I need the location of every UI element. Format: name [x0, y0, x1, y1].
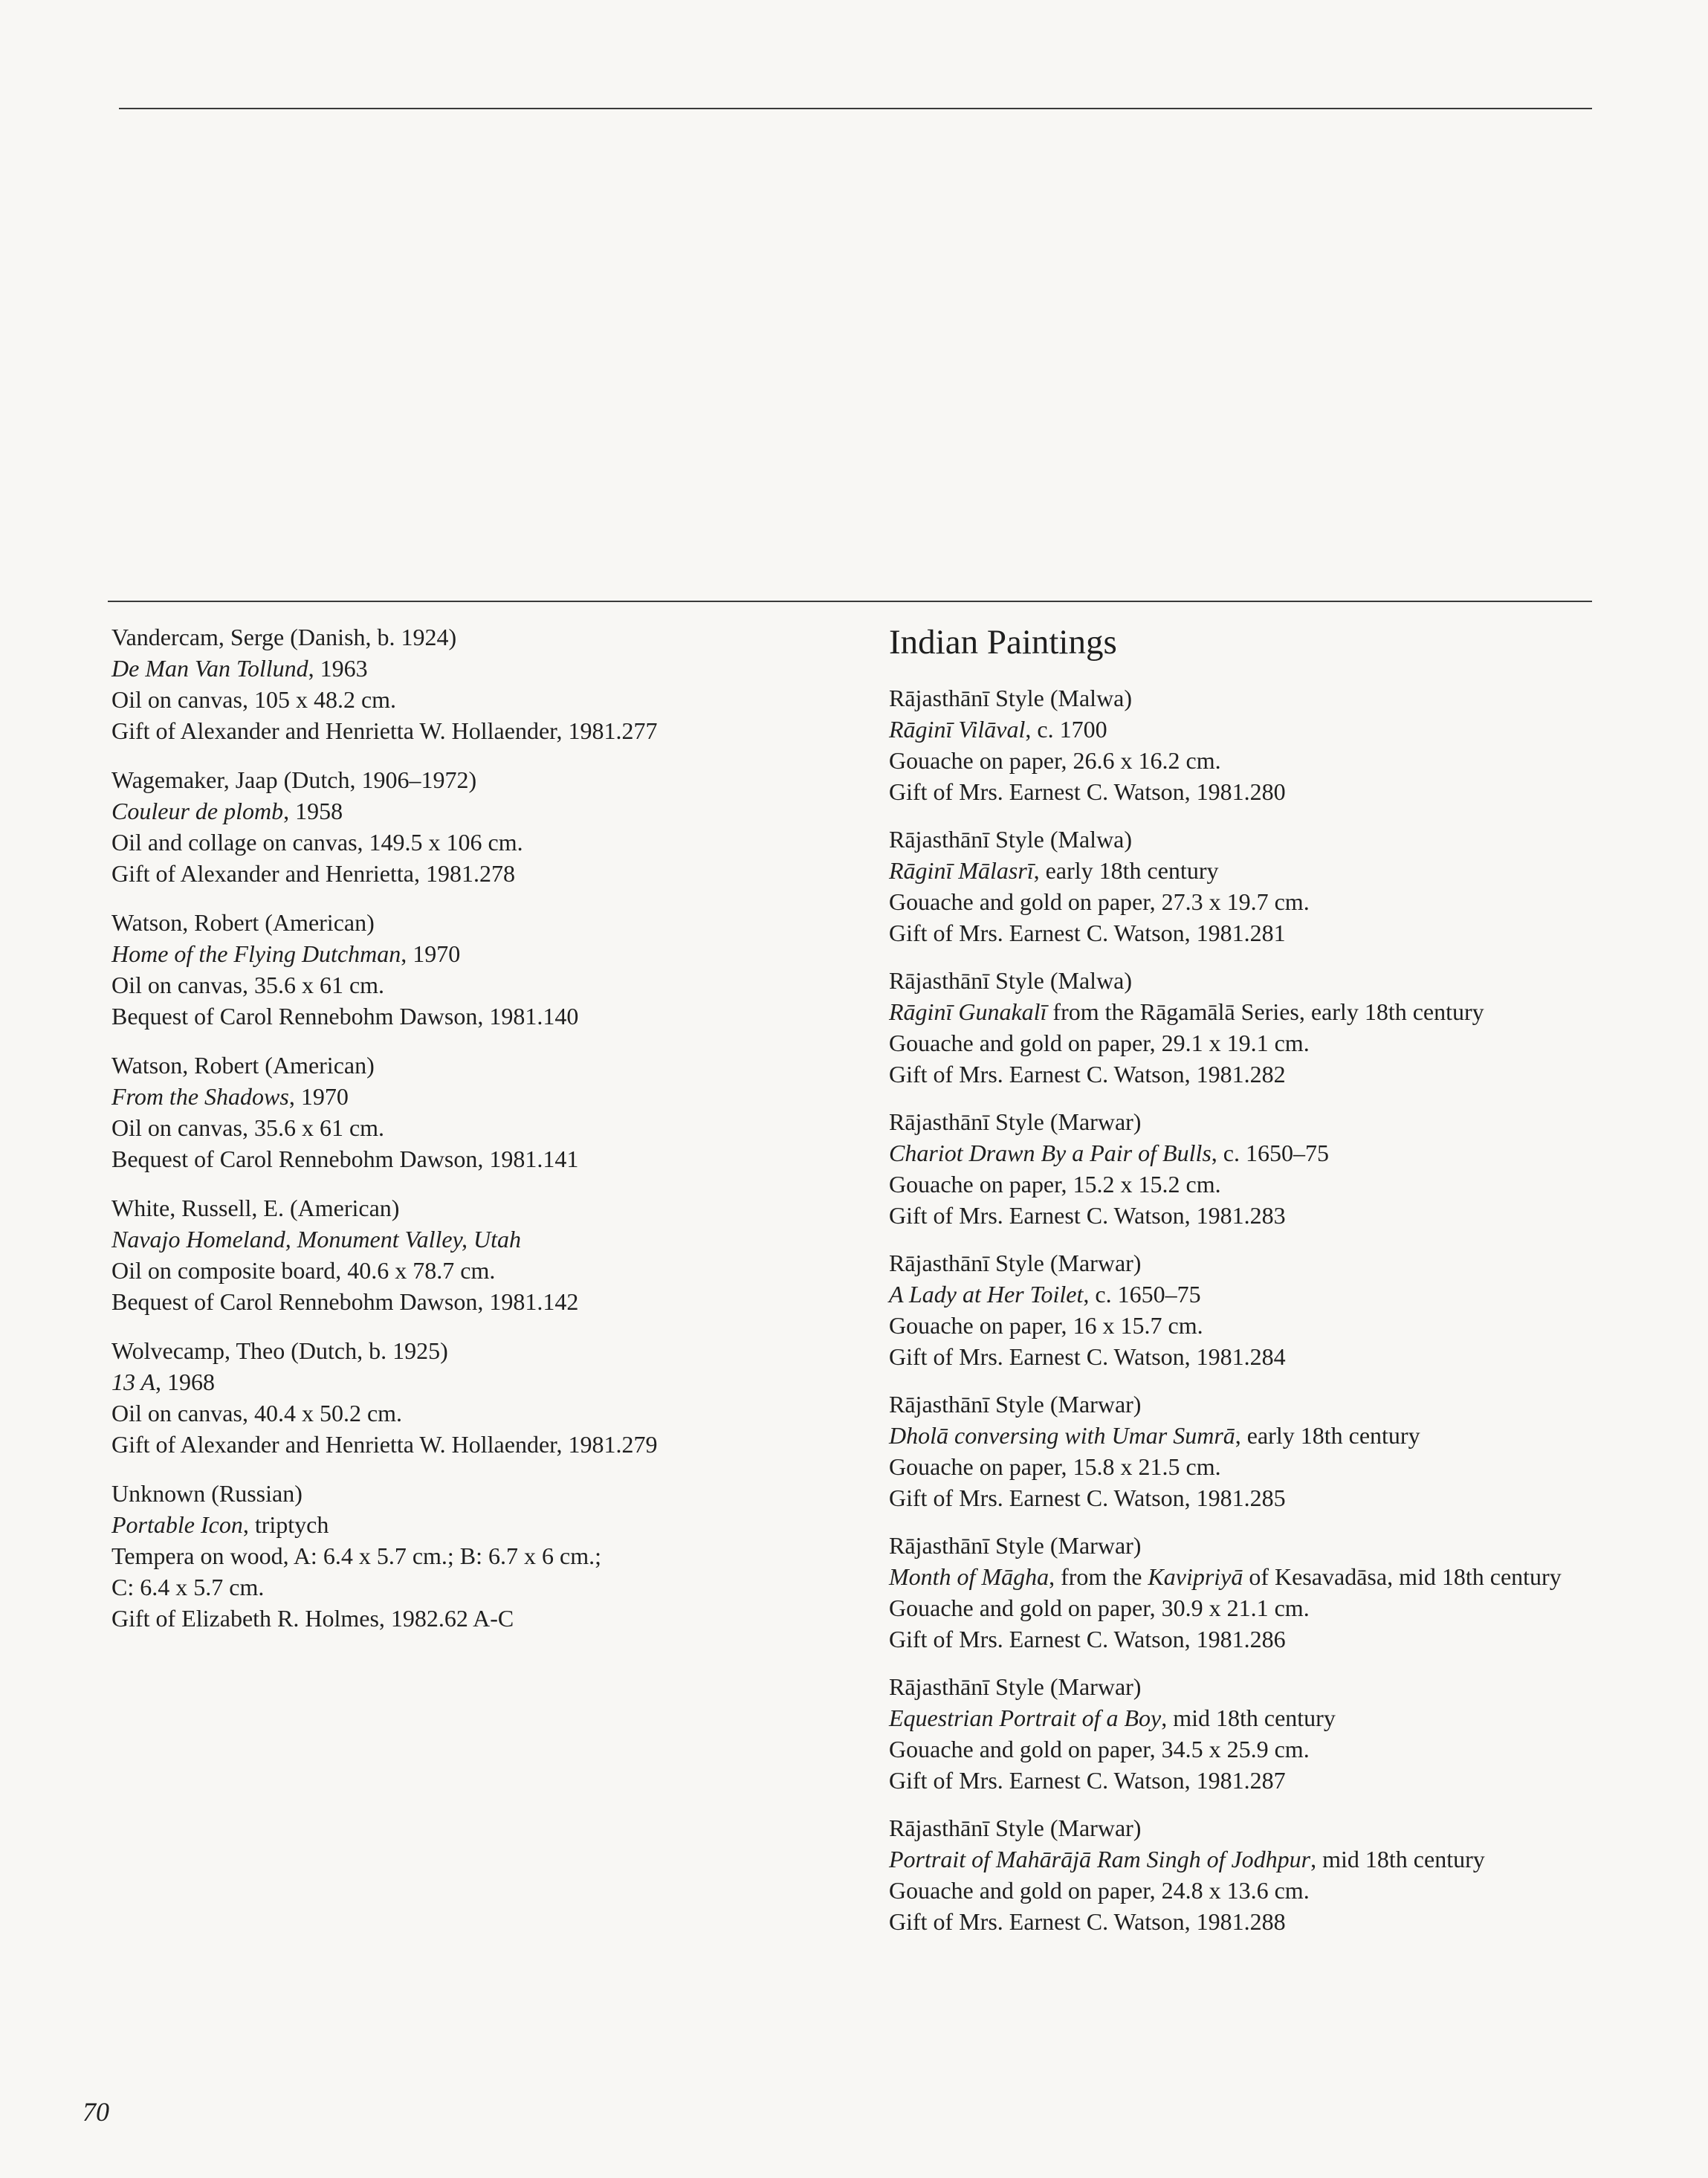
entry-medium: Gouache on paper, 15.2 x 15.2 cm.: [889, 1171, 1221, 1198]
section-title: Indian Paintings: [889, 623, 1117, 662]
entry-date: , early 18th century: [1033, 857, 1219, 884]
top-rule: [119, 108, 1592, 109]
catalog-entry: [889, 965, 1602, 1090]
entry-style: Rājasthānī Style (Marwar): [889, 1108, 1142, 1135]
entry-date: , mid 18th century: [1310, 1846, 1485, 1872]
catalog-entry: [111, 621, 855, 746]
catalog-entry: [111, 1335, 855, 1460]
entry-title: Equestrian Portrait of a Boy: [889, 1704, 1162, 1731]
entry-title: Couleur de plomb: [111, 798, 284, 824]
entry-style: Rājasthānī Style (Marwar): [889, 1673, 1142, 1700]
entry-medium: Oil on canvas, 35.6 x 61 cm.: [111, 1114, 385, 1141]
entry-artist: Watson, Robert (American): [111, 1052, 375, 1079]
entry-medium: Oil on composite board, 40.6 x 78.7 cm.: [111, 1257, 496, 1284]
entry-credit: Gift of Elizabeth R. Holmes, 1982.62 A-C: [111, 1605, 514, 1632]
entry-title-line: [111, 1081, 855, 1112]
entry-title: Rāginī Gunakalī: [889, 998, 1047, 1025]
entry-medium: Oil and collage on canvas, 149.5 x 106 cm.: [111, 829, 523, 856]
left-column: [111, 621, 855, 1652]
entry-medium: Gouache on paper, 26.6 x 16.2 cm.: [889, 747, 1221, 774]
entry-medium: Oil on canvas, 40.4 x 50.2 cm.: [111, 1400, 403, 1426]
entry-title-line: [111, 1509, 855, 1540]
entry-credit: Gift of Mrs. Earnest C. Watson, 1981.282: [889, 1061, 1286, 1088]
entry-credit: Bequest of Carol Rennebohm Dawson, 1981.140: [111, 1003, 579, 1030]
entry-medium: Oil on canvas, 105 x 48.2 cm.: [111, 686, 397, 713]
entry-credit: Gift of Mrs. Earnest C. Watson, 1981.281: [889, 920, 1286, 946]
entry-credit: Gift of Mrs. Earnest C. Watson, 1981.285: [889, 1484, 1286, 1511]
entry-medium: Oil on canvas, 35.6 x 61 cm.: [111, 972, 385, 998]
entry-date: , 1963: [308, 655, 368, 682]
entry-title-line: [889, 996, 1602, 1027]
entry-artist: Wolvecamp, Theo (Dutch, b. 1925): [111, 1337, 448, 1364]
entry-title-line: [889, 1702, 1602, 1733]
entry-medium: Gouache and gold on paper, 27.3 x 19.7 cm.: [889, 888, 1310, 915]
entry-artist: Wagemaker, Jaap (Dutch, 1906–1972): [111, 766, 477, 793]
entry-medium: Gouache and gold on paper, 30.9 x 21.1 cm.: [889, 1594, 1310, 1621]
entry-artist: Unknown (Russian): [111, 1480, 303, 1507]
entry-style: Rājasthānī Style (Malwa): [889, 685, 1133, 711]
catalog-entry: [889, 1812, 1602, 1937]
catalog-entry: [889, 1106, 1602, 1231]
entry-title-line: [889, 855, 1602, 886]
entry-credit: Gift of Mrs. Earnest C. Watson, 1981.288: [889, 1908, 1286, 1935]
entry-credit: Gift of Alexander and Henrietta W. Hollaender, 1981.277: [111, 717, 658, 744]
entry-credit: Gift of Mrs. Earnest C. Watson, 1981.287: [889, 1767, 1286, 1794]
entry-medium: Gouache on paper, 15.8 x 21.5 cm.: [889, 1453, 1221, 1480]
entry-date: , c. 1650–75: [1211, 1140, 1329, 1166]
entry-medium: Tempera on wood, A: 6.4 x 5.7 cm.; B: 6.7 x 6 cm.;: [111, 1542, 602, 1569]
catalog-entry: [111, 764, 855, 889]
entry-artist: Watson, Robert (American): [111, 909, 375, 936]
entry-style: Rājasthānī Style (Marwar): [889, 1391, 1142, 1418]
entry-title: Portable Icon: [111, 1511, 243, 1538]
entry-title: Rāginī Vilāval: [889, 716, 1026, 743]
entry-title: De Man Van Tollund: [111, 655, 308, 682]
entry-credit: Gift of Alexander and Henrietta W. Hollaender, 1981.279: [111, 1431, 658, 1458]
catalog-entry: [111, 1192, 855, 1317]
entry-title: Chariot Drawn By a Pair of Bulls: [889, 1140, 1212, 1166]
entry-credit: Gift of Alexander and Henrietta, 1981.278: [111, 860, 515, 887]
entry-style: Rājasthānī Style (Marwar): [889, 1250, 1142, 1276]
entry-medium: Gouache and gold on paper, 24.8 x 13.6 cm.: [889, 1877, 1310, 1904]
entry-credit: Gift of Mrs. Earnest C. Watson, 1981.284: [889, 1343, 1286, 1370]
entry-date: of Kesavadāsa, mid 18th century: [1243, 1563, 1562, 1590]
catalog-entry: [111, 1050, 855, 1174]
entry-title: From the Shadows: [111, 1083, 289, 1110]
entry-title: Rāginī Mālasrī: [889, 857, 1034, 884]
entry-title-line: [111, 938, 855, 969]
entry-title-line: [889, 1420, 1602, 1451]
entry-medium-continued: C: 6.4 x 5.7 cm.: [111, 1574, 265, 1600]
entry-date: , early 18th century: [1235, 1422, 1420, 1449]
entry-credit: Bequest of Carol Rennebohm Dawson, 1981.141: [111, 1145, 579, 1172]
entry-date: , triptych: [242, 1511, 329, 1538]
entry-style: Rājasthānī Style (Malwa): [889, 967, 1133, 994]
entry-medium: Gouache on paper, 16 x 15.7 cm.: [889, 1312, 1203, 1339]
entry-date: , c. 1650–75: [1083, 1281, 1201, 1308]
entry-title: Dholā conversing with Umar Sumrā: [889, 1422, 1235, 1449]
entry-title-line: [111, 1366, 855, 1397]
entry-source-title: Kavipriyā: [1148, 1563, 1243, 1590]
entry-title-line: [889, 1843, 1602, 1875]
entry-medium: Gouache and gold on paper, 34.5 x 25.9 cm.: [889, 1736, 1310, 1762]
entry-title-line: [889, 1279, 1602, 1310]
page-number: 70: [83, 2097, 109, 2127]
entry-title-line: [889, 714, 1602, 745]
entry-date: , 1970: [401, 940, 461, 967]
catalog-entry: [111, 907, 855, 1032]
entry-title-line: [111, 653, 855, 684]
entry-date: , c. 1700: [1025, 716, 1107, 743]
entry-title: 13 A: [111, 1368, 155, 1395]
catalog-entry: [889, 1389, 1602, 1513]
entry-title-line: [111, 1224, 855, 1255]
catalog-entry: [889, 824, 1602, 949]
catalog-entry: [111, 1478, 855, 1634]
entry-credit: Gift of Mrs. Earnest C. Watson, 1981.286: [889, 1626, 1286, 1652]
entry-title-line: [889, 1137, 1602, 1169]
entry-date: , 1968: [155, 1368, 215, 1395]
entry-title: Navajo Homeland, Monument Valley, Utah: [111, 1226, 522, 1253]
entry-date: , mid 18th century: [1161, 1704, 1336, 1731]
entry-credit: Gift of Mrs. Earnest C. Watson, 1981.283: [889, 1202, 1286, 1229]
catalog-entry: [889, 1247, 1602, 1372]
entry-title: Home of the Flying Dutchman: [111, 940, 401, 967]
right-column: [889, 621, 1602, 1954]
entry-date: from the Rāgamālā Series, early 18th century: [1047, 998, 1484, 1025]
entry-style: Rājasthānī Style (Malwa): [889, 826, 1133, 853]
entry-title: Month of Māgha: [889, 1563, 1049, 1590]
entry-artist: White, Russell, E. (American): [111, 1195, 400, 1221]
entry-title: Portrait of Mahārājā Ram Singh of Jodhpur: [889, 1846, 1311, 1872]
entry-credit: Bequest of Carol Rennebohm Dawson, 1981.142: [111, 1288, 579, 1315]
entry-credit: Gift of Mrs. Earnest C. Watson, 1981.280: [889, 778, 1286, 805]
entry-title: A Lady at Her Toilet: [889, 1281, 1084, 1308]
entry-date: , 1958: [283, 798, 343, 824]
entry-title-line: [111, 795, 855, 827]
entry-date: , 1970: [288, 1083, 349, 1110]
section-rule: [108, 601, 1592, 602]
entry-title-connector: , from the: [1049, 1563, 1148, 1590]
entry-artist: Vandercam, Serge (Danish, b. 1924): [111, 624, 457, 650]
catalog-entry: [889, 682, 1602, 807]
entry-title-line: [889, 1561, 1602, 1592]
catalog-entry: [889, 1671, 1602, 1796]
entry-style: Rājasthānī Style (Marwar): [889, 1815, 1142, 1841]
entry-medium: Gouache and gold on paper, 29.1 x 19.1 cm.: [889, 1030, 1310, 1056]
entry-style: Rājasthānī Style (Marwar): [889, 1532, 1142, 1559]
catalog-entry: [889, 1530, 1602, 1655]
